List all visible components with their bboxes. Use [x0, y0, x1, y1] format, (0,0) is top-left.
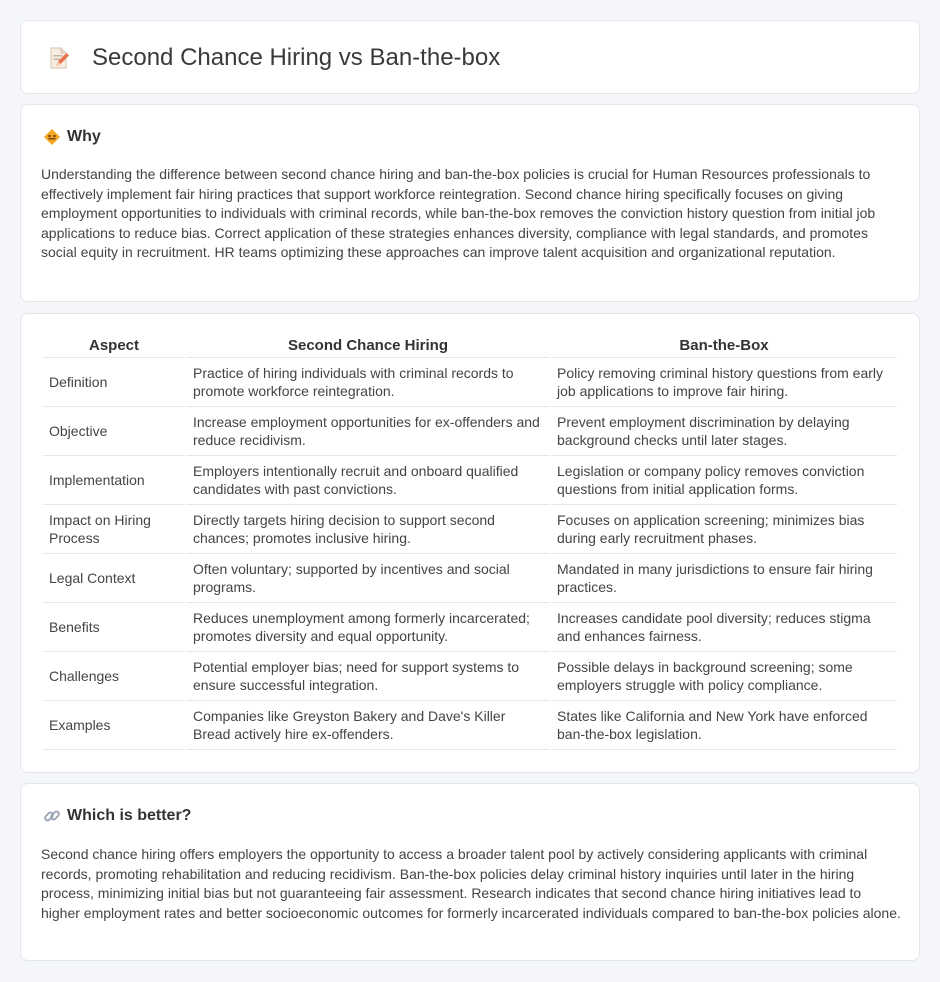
- table-header-row: [43, 334, 897, 358]
- table-row: [43, 701, 897, 750]
- table-row: [43, 505, 897, 554]
- row-second-chance: Reduces unemployment among formerly incarcerated; promotes diversity and equal opportunity.: [187, 603, 549, 652]
- comparison-table: [41, 334, 899, 750]
- why-title: Why: [67, 128, 101, 145]
- which-is-better-section: [20, 783, 920, 961]
- row-aspect: Definition: [43, 358, 185, 407]
- row-aspect: Benefits: [43, 603, 185, 652]
- row-ban-the-box: Focuses on application screening; minimizes bias during early recruitment phases.: [551, 505, 897, 554]
- row-aspect: Examples: [43, 701, 185, 750]
- row-second-chance: Companies like Greyston Bakery and Dave's Killer Bread actively hire ex-offenders.: [187, 701, 549, 750]
- which-is-better-title: Which is better?: [67, 807, 192, 824]
- row-second-chance: Potential employer bias; need for support systems to ensure successful integration.: [187, 652, 549, 701]
- row-second-chance: Increase employment opportunities for ex-offenders and reduce recidivism.: [187, 407, 549, 456]
- row-aspect: Challenges: [43, 652, 185, 701]
- row-second-chance: Often voluntary; supported by incentives and social programs.: [187, 554, 549, 603]
- comparison-table-card: [20, 313, 920, 773]
- row-ban-the-box: Mandated in many jurisdictions to ensure fair hiring practices.: [551, 554, 897, 603]
- table-row: [43, 456, 897, 505]
- row-ban-the-box: Possible delays in background screening; some employers struggle with policy compliance.: [551, 652, 897, 701]
- table-row: [43, 407, 897, 456]
- header-card: [20, 20, 920, 94]
- row-second-chance: Employers intentionally recruit and onboard qualified candidates with past convictions.: [187, 456, 549, 505]
- row-second-chance: Practice of hiring individuals with criminal records to promote workforce reintegration.: [187, 358, 549, 407]
- table-row: [43, 358, 897, 407]
- row-second-chance: Directly targets hiring decision to support second chances; promotes inclusive hiring.: [187, 505, 549, 554]
- row-aspect: Implementation: [43, 456, 185, 505]
- header-second-chance: Second Chance Hiring: [187, 334, 549, 358]
- row-ban-the-box: Legislation or company policy removes conviction questions from initial application forms.: [551, 456, 897, 505]
- why-paragraph: Understanding the difference between second chance hiring and ban-the-box policies is crucial for Human Resources professionals to effectively implement fair hiring practices that support workforce reintegration. Second chance hiring specifically focuses on giving employment opportunities to individuals with criminal records, while ban-the-box removes the conviction history question from initial job applications to reduce bias. Correct application of these strategies enhances diversity, compliance with legal standards, and promotes social equity in recruitment. HR teams optimizing these approaches can improve talent acquisition and organizational reputation.: [41, 166, 876, 260]
- row-ban-the-box: States like California and New York have enforced ban-the-box legislation.: [551, 701, 897, 750]
- table-row: [43, 554, 897, 603]
- header-ban-the-box: Ban-the-Box: [551, 334, 897, 358]
- which-is-better-paragraph: Second chance hiring offers employers the opportunity to access a broader talent pool by actively considering applicants with criminal records, promoting rehabilitation and reducing recidivism. Ban-the-box policies delay criminal history inquiries until later in the hiring process, minimizing initial bias but not guaranteeing fair assessment. Research indicates that second chance hiring initiatives lead to higher employment rates and better socioeconomic outcomes for formerly incarcerated individuals compared to ban-the-box policies alone.: [41, 846, 901, 921]
- link-icon: [43, 807, 61, 825]
- row-aspect: Objective: [43, 407, 185, 456]
- row-aspect: Impact on Hiring Process: [43, 505, 185, 554]
- row-ban-the-box: Increases candidate pool diversity; reduces stigma and enhances fairness.: [551, 603, 897, 652]
- row-ban-the-box: Prevent employment discrimination by delaying background checks until later stages.: [551, 407, 897, 456]
- table-row: [43, 603, 897, 652]
- row-aspect: Legal Context: [43, 554, 185, 603]
- why-section: [20, 104, 920, 302]
- document-pencil-icon: [47, 46, 71, 70]
- page-title: Second Chance Hiring vs Ban-the-box: [92, 44, 501, 71]
- table-row: [43, 652, 897, 701]
- header-aspect: Aspect: [43, 334, 185, 358]
- row-ban-the-box: Policy removing criminal history questions from early job applications to improve fair hiring.: [551, 358, 897, 407]
- road-sign-icon: [43, 128, 61, 146]
